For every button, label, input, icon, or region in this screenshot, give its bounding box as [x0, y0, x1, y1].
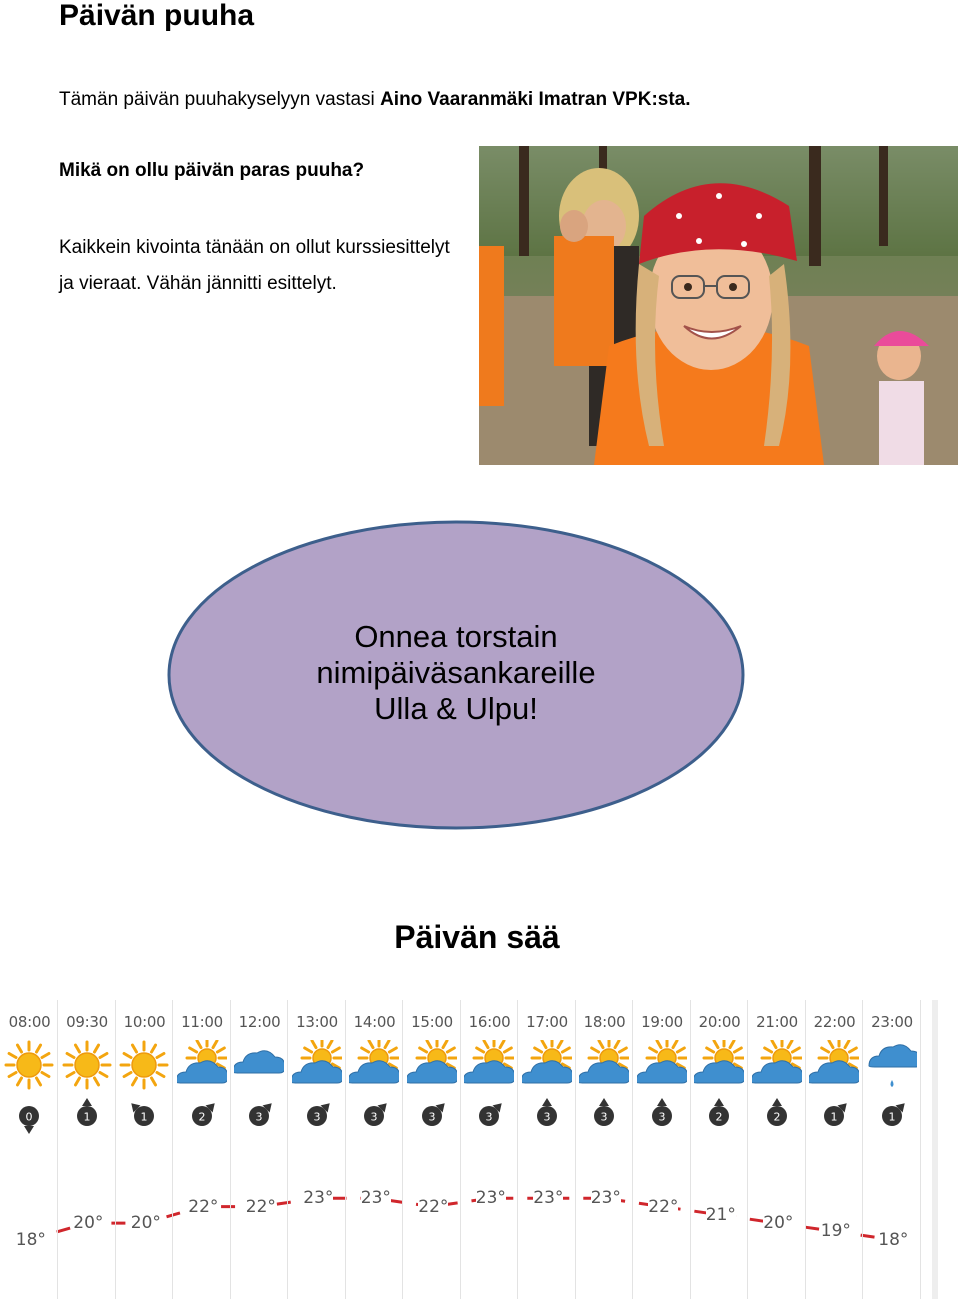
- forecast-column: [346, 1000, 403, 1299]
- forecast-column: [404, 1000, 461, 1299]
- svg-text:3: 3: [428, 1110, 435, 1124]
- forecast-column: [231, 1000, 288, 1299]
- wind-arrow-icon: [763, 1098, 791, 1138]
- wind-arrow-icon: [648, 1098, 676, 1138]
- sun-cloud-icon: [637, 1040, 687, 1090]
- sun-icon: [62, 1040, 112, 1090]
- greeting-text: [166, 619, 746, 727]
- svg-text:1: 1: [83, 1110, 90, 1124]
- forecast-temperature: 18°: [15, 1229, 46, 1250]
- forecast-temperature: 19°: [820, 1221, 851, 1242]
- wind-arrow-icon: [878, 1098, 906, 1138]
- sun-cloud-icon: [292, 1040, 342, 1090]
- wind-arrow-icon: [533, 1098, 561, 1138]
- forecast-temperature: 23°: [303, 1188, 334, 1209]
- wind-arrow-icon: [705, 1098, 733, 1138]
- sun-cloud-icon: [177, 1040, 227, 1090]
- greeting-line-2: nimipäiväsankareille: [316, 655, 596, 690]
- wind-arrow-icon: [303, 1098, 331, 1138]
- forecast-time: 12:00: [238, 1013, 281, 1031]
- svg-text:2: 2: [198, 1110, 205, 1124]
- forecast-time: 20:00: [698, 1013, 741, 1031]
- svg-text:3: 3: [370, 1110, 378, 1124]
- forecast-column: [576, 1000, 633, 1299]
- forecast-column: [1, 1000, 58, 1299]
- forecast-time: 10:00: [123, 1013, 166, 1031]
- forecast-column: [864, 1000, 921, 1299]
- intro-prefix: Tämän päivän puuhakyselyyn vastasi: [59, 89, 381, 110]
- forecast-time: 23:00: [871, 1013, 913, 1031]
- sun-cloud-icon: [579, 1040, 629, 1090]
- forecast-temperature: 22°: [245, 1196, 276, 1217]
- forecast-column: [806, 1000, 863, 1299]
- forecast-temperature: 22°: [188, 1196, 219, 1217]
- svg-text:2: 2: [773, 1110, 780, 1124]
- page-title: Päivän puuha: [59, 0, 255, 32]
- wind-arrow-icon: [15, 1098, 43, 1138]
- forecast-time: 09:30: [66, 1013, 108, 1031]
- forecast-time: 22:00: [813, 1013, 856, 1031]
- forecast-temperature: 22°: [648, 1196, 679, 1217]
- forecast-column: [174, 1000, 231, 1299]
- wind-arrow-icon: [188, 1098, 216, 1138]
- rain-icon: [867, 1040, 917, 1090]
- svg-text:0: 0: [25, 1110, 33, 1124]
- sun-cloud-icon: [694, 1040, 744, 1090]
- weather-forecast-strip: [0, 1000, 938, 1299]
- photo-girl-with-bandana: [479, 146, 958, 465]
- svg-text:3: 3: [658, 1110, 665, 1124]
- answer-text: Kaikkein kivointa tänään on ollut kurssiesittelyt ja vieraat. Vähän jännitti esittelyt.: [59, 237, 450, 294]
- sun-cloud-icon: [752, 1040, 802, 1090]
- svg-text:2: 2: [715, 1110, 723, 1124]
- question-text: Mikä on ollu päivän paras puuha?: [59, 160, 365, 181]
- forecast-column: [59, 1000, 116, 1299]
- forecast-temperature: 18°: [878, 1229, 909, 1250]
- sun-icon: [4, 1040, 54, 1090]
- sun-cloud-icon: [522, 1040, 572, 1090]
- forecast-column: [116, 1000, 173, 1299]
- forecast-time: 18:00: [583, 1013, 626, 1031]
- column-divider: [920, 1000, 921, 1299]
- wind-arrow-icon: [245, 1098, 273, 1138]
- svg-text:3: 3: [255, 1110, 263, 1124]
- svg-text:3: 3: [543, 1110, 550, 1124]
- greeting-line-1: Onnea torstain: [354, 619, 558, 654]
- forecast-time: 11:00: [181, 1013, 223, 1031]
- weather-title: Päivän sää: [394, 919, 560, 955]
- sun-icon: [119, 1040, 169, 1090]
- svg-text:3: 3: [600, 1110, 608, 1124]
- forecast-temperature: 20°: [763, 1213, 794, 1234]
- forecast-time: 15:00: [411, 1013, 453, 1031]
- forecast-column: [289, 1000, 346, 1299]
- forecast-column: [749, 1000, 806, 1299]
- forecast-temperature: 20°: [73, 1213, 104, 1234]
- sun-cloud-icon: [407, 1040, 457, 1090]
- wind-arrow-icon: [475, 1098, 503, 1138]
- forecast-time: 08:00: [8, 1013, 51, 1031]
- svg-text:1: 1: [888, 1110, 895, 1124]
- forecast-temperature: 23°: [533, 1188, 564, 1209]
- wind-arrow-icon: [820, 1098, 848, 1138]
- forecast-temperature: 23°: [475, 1188, 506, 1209]
- wind-arrow-icon: [590, 1098, 618, 1138]
- svg-text:3: 3: [485, 1110, 493, 1124]
- photo-illustration: [479, 146, 958, 465]
- svg-text:3: 3: [313, 1110, 320, 1124]
- svg-text:1: 1: [140, 1110, 148, 1124]
- wind-arrow-icon: [418, 1098, 446, 1138]
- forecast-time: 13:00: [296, 1013, 338, 1031]
- wind-arrow-icon: [360, 1098, 388, 1138]
- greeting-ellipse: [166, 519, 746, 831]
- forecast-time: 14:00: [353, 1013, 396, 1031]
- wind-arrow-icon: [73, 1098, 101, 1138]
- greeting-line-3: Ulla & Ulpu!: [374, 691, 538, 726]
- respondent-name: Aino Vaaranmäki Imatran VPK:sta.: [380, 89, 691, 110]
- forecast-temperature: 22°: [418, 1196, 449, 1217]
- forecast-temperature: 21°: [705, 1204, 736, 1225]
- sun-cloud-icon: [349, 1040, 399, 1090]
- forecast-column: [461, 1000, 518, 1299]
- forecast-time: 21:00: [756, 1013, 798, 1031]
- svg-text:1: 1: [830, 1110, 838, 1124]
- forecast-temperature: 23°: [590, 1188, 621, 1209]
- forecast-temperature: 23°: [360, 1188, 391, 1209]
- forecast-column: [519, 1000, 576, 1299]
- sun-cloud-icon: [464, 1040, 514, 1090]
- forecast-time: 16:00: [468, 1013, 511, 1031]
- forecast-time: 19:00: [641, 1013, 683, 1031]
- forecast-time: 17:00: [526, 1013, 568, 1031]
- wind-arrow-icon: [130, 1098, 158, 1138]
- forecast-column: [691, 1000, 748, 1299]
- intro-text: [59, 88, 691, 112]
- forecast-column: [634, 1000, 691, 1299]
- sun-cloud-icon: [809, 1040, 859, 1090]
- forecast-temperature: 20°: [130, 1213, 161, 1234]
- cloud-icon: [234, 1040, 284, 1090]
